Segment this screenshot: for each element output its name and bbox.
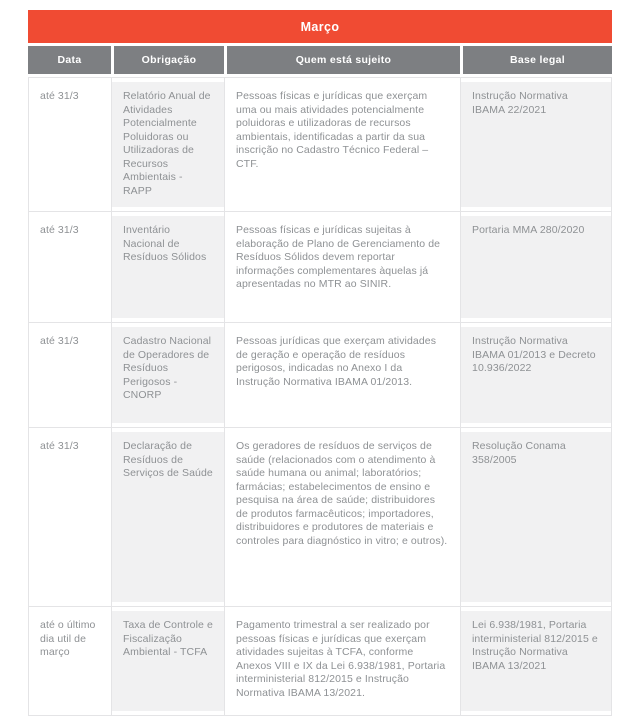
cell-base-legal <box>460 428 611 606</box>
cell-obrigacao <box>111 212 224 322</box>
table-row <box>29 211 611 322</box>
cell-data <box>29 212 111 322</box>
cell-quem-text: Pessoas físicas e jurídicas sujeitas à elaboração de Plano de Gerenciamento de Resíduos Sólidos devem reportar informações complementares àquelas já apresentadas no MTR ao SINIR. <box>236 224 441 290</box>
cell-obrigacao-text: Cadastro Nacional de Operadores de Resíduos Perigosos - CNORP <box>112 327 224 423</box>
cell-base-legal-text: Lei 6.938/1981, Portaria interministerial 812/2015 e Instrução Normativa IBAMA 13/2021 <box>461 611 611 711</box>
cell-base-legal <box>460 212 611 322</box>
cell-base-legal <box>460 323 611 427</box>
cell-quem <box>224 428 460 606</box>
cell-quem-text: Os geradores de resíduos de serviços de saúde (relacionados com o atendimento à saúde humana ou animal; laboratórios; farmácias; estabelecimentos de ensino e pesquisa na área de saúde; distribuidores de produtos farmacêuticos; importadores, distribuidores e produtores de materiais e controles para diagnóstico in vitro; e outros). <box>236 440 448 547</box>
column-header-data: Data <box>28 46 111 74</box>
cell-quem <box>224 323 460 427</box>
cell-quem-text: Pessoas físicas e jurídicas que exerçam uma ou mais atividades potencialmente poluidoras e utilizadoras de recursos ambientais, identificadas a partir da sua inscrição no Cadastro Técnico Federal – CTF. <box>236 90 429 170</box>
cell-quem-text: Pessoas jurídicas que exerçam atividades de geração e operação de resíduos perigosos, indicadas no Anexo I da Instrução Normativa IBAMA 01/2013. <box>236 335 437 388</box>
cell-obrigacao <box>111 428 224 606</box>
column-header-obrigacao: Obrigação <box>111 46 224 74</box>
cell-data-text: até 31/3 <box>40 440 79 452</box>
cell-data-text: até o último dia util de março <box>40 619 96 658</box>
column-header-quem-esta-sujeito: Quem está sujeito <box>224 46 460 74</box>
cell-quem-text: Pagamento trimestral a ser realizado por pessoas físicas e jurídicas que exerçam atividades sujeitas à TCFA, conforme Anexos VIII e IX da Lei 6.938/1981, Portaria interministerial 812/2015 e Instrução Normativa IBAMA 13/2021. <box>236 619 446 699</box>
cell-data <box>29 323 111 427</box>
table-row <box>29 606 611 715</box>
cell-obrigacao-text: Declaração de Resíduos de Serviços de Saúde <box>112 432 224 602</box>
cell-data <box>29 78 111 211</box>
month-title: Março <box>300 19 340 34</box>
cell-base-legal-text: Instrução Normativa IBAMA 01/2013 e Decreto 10.936/2022 <box>461 327 611 423</box>
cell-data <box>29 607 111 715</box>
cell-data <box>29 428 111 606</box>
cell-obrigacao <box>111 607 224 715</box>
table-row <box>29 427 611 606</box>
cell-obrigacao-text: Relatório Anual de Atividades Potencialmente Poluidoras ou Utilizadoras de Recursos Ambientais - RAPP <box>112 82 224 207</box>
cell-base-legal-text: Portaria MMA 280/2020 <box>461 216 611 318</box>
table-row <box>29 322 611 427</box>
column-header-base-legal: Base legal <box>460 46 612 74</box>
cell-obrigacao <box>111 323 224 427</box>
cell-base-legal-text: Resolução Conama 358/2005 <box>461 432 611 602</box>
cell-quem <box>224 212 460 322</box>
cell-quem <box>224 78 460 211</box>
cell-base-legal <box>460 78 611 211</box>
obligations-table <box>28 10 612 716</box>
cell-base-legal-text: Instrução Normativa IBAMA 22/2021 <box>461 82 611 207</box>
cell-quem <box>224 607 460 715</box>
cell-obrigacao-text: Inventário Nacional de Resíduos Sólidos <box>112 216 224 318</box>
table-header-row <box>28 46 612 74</box>
cell-data-text: até 31/3 <box>40 90 79 102</box>
cell-obrigacao-text: Taxa de Controle e Fiscalização Ambiental - TCFA <box>112 611 224 711</box>
cell-data-text: até 31/3 <box>40 335 79 347</box>
cell-base-legal <box>460 607 611 715</box>
table-body <box>28 77 612 716</box>
cell-obrigacao <box>111 78 224 211</box>
cell-data-text: até 31/3 <box>40 224 79 236</box>
month-title-bar <box>28 10 612 43</box>
table-row <box>29 78 611 211</box>
